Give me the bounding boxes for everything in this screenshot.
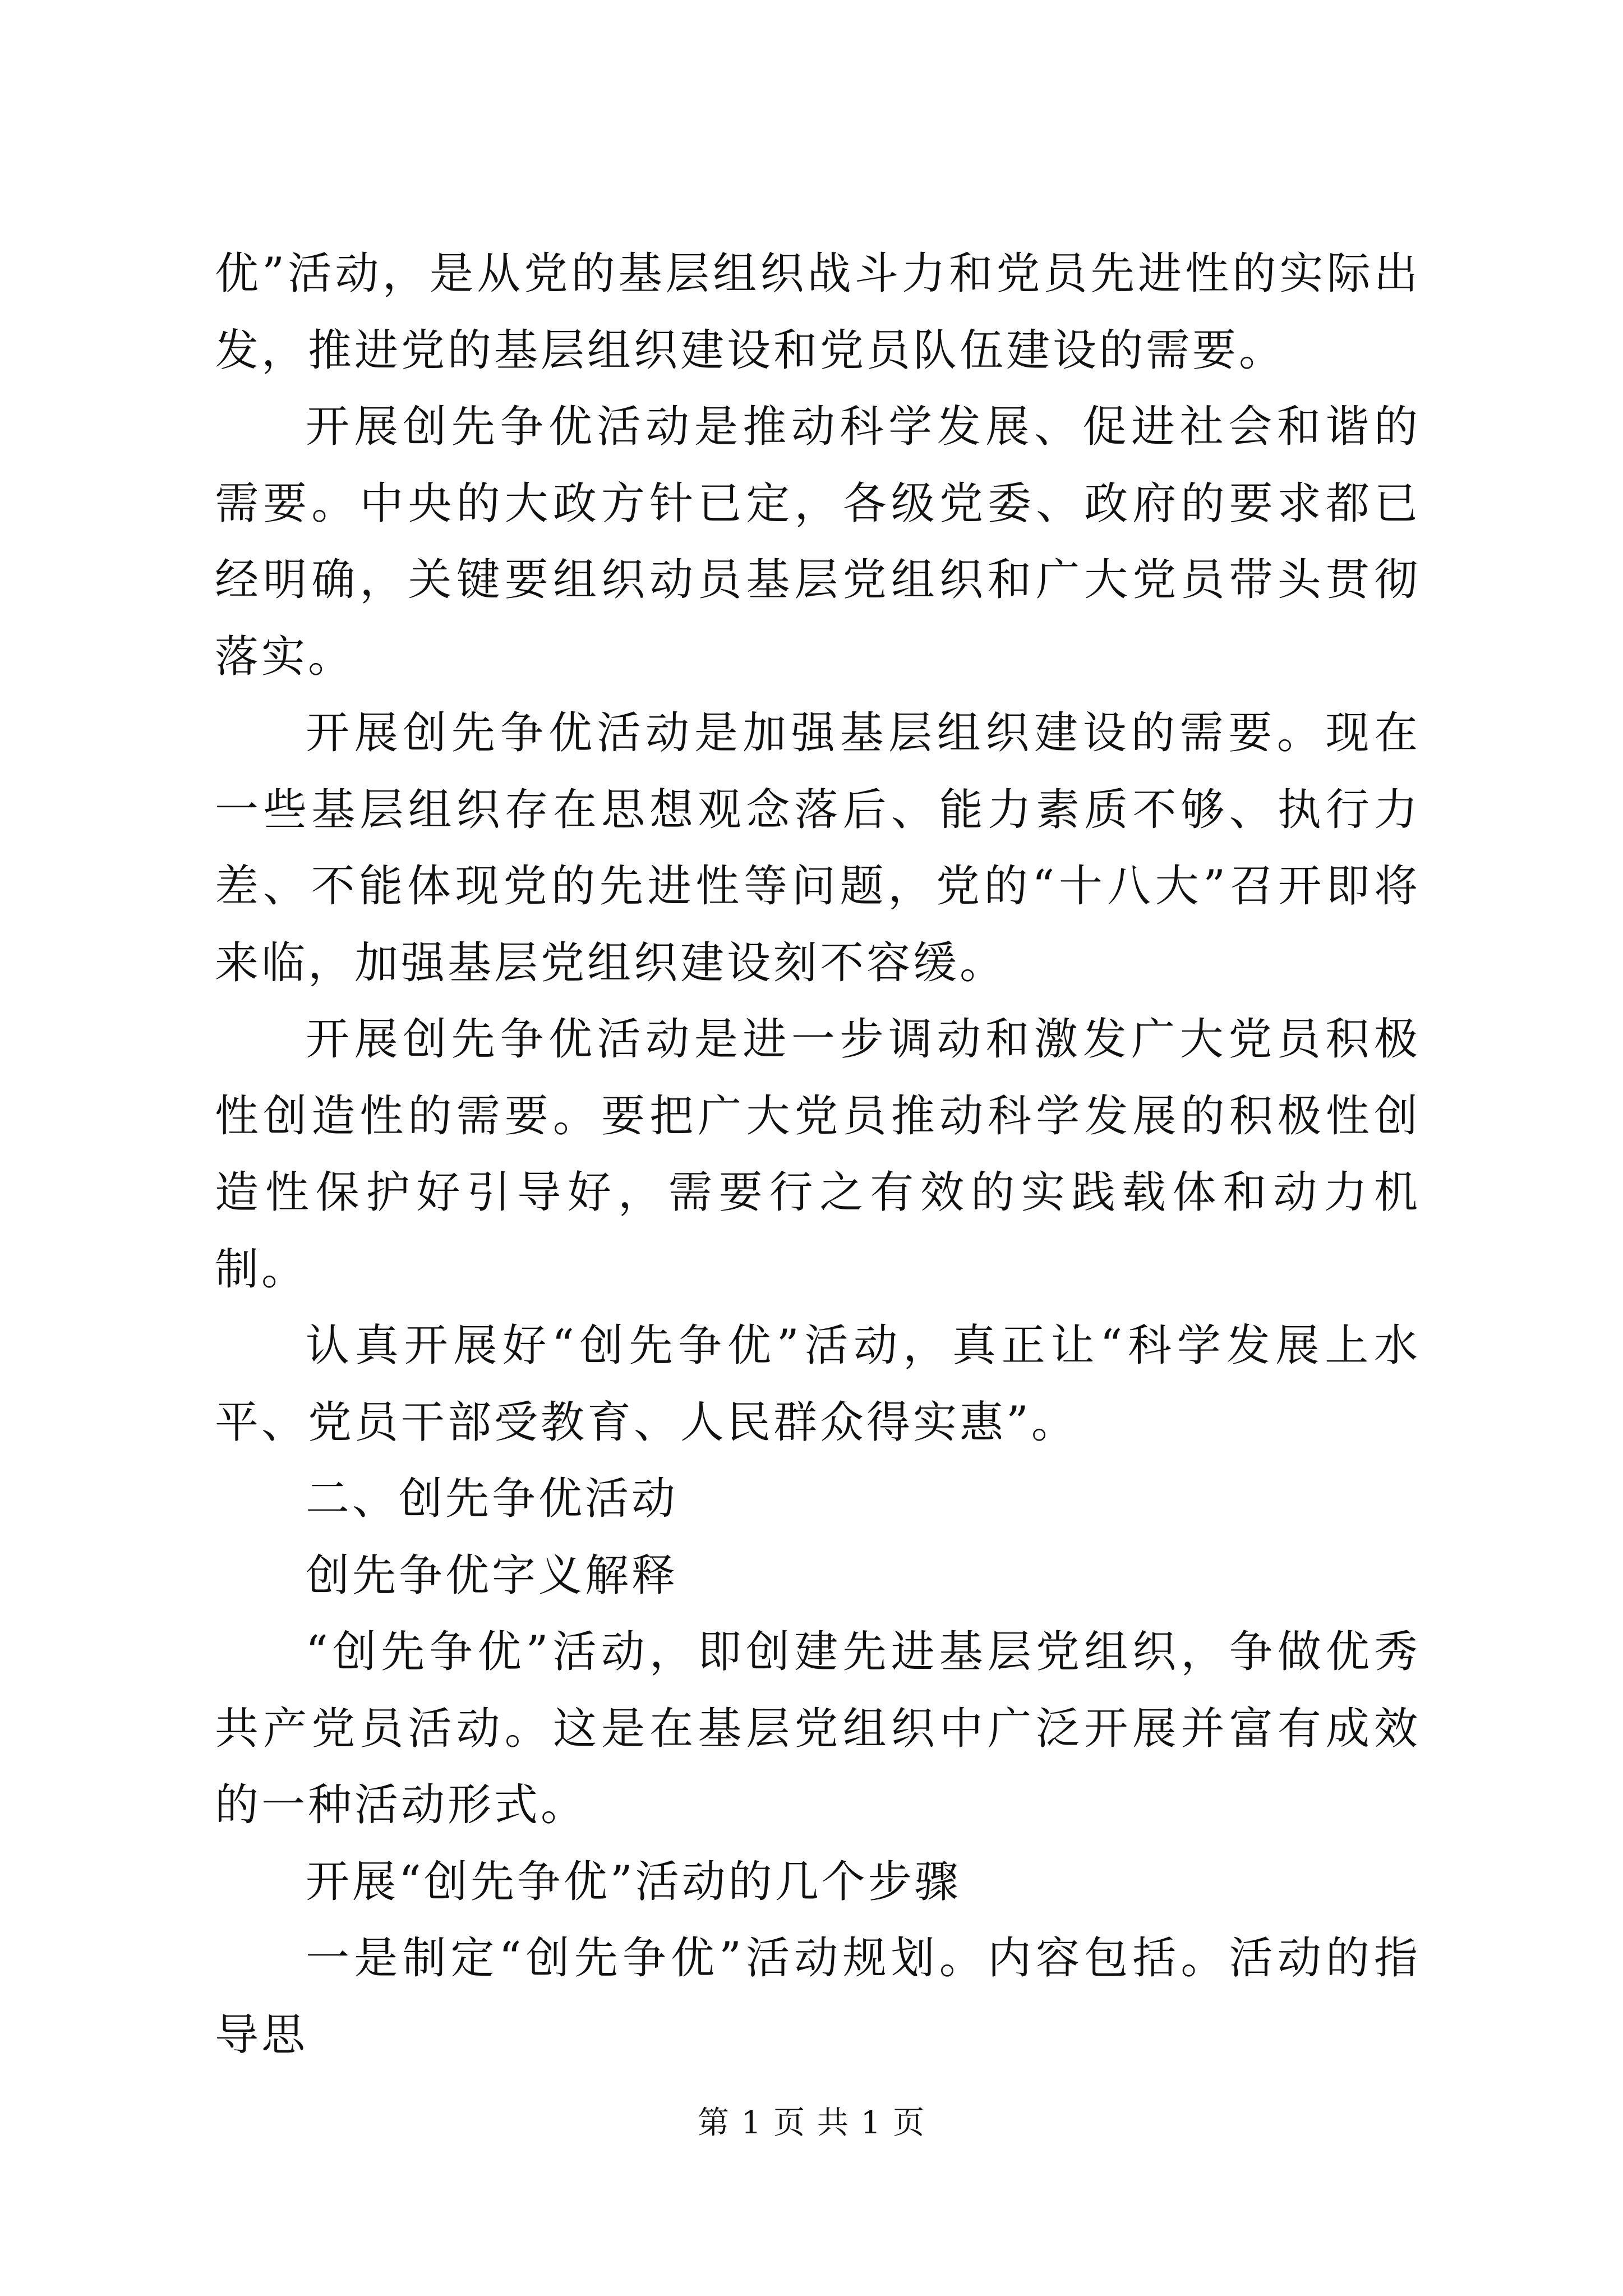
subsection-heading-steps: 开展“创先争优”活动的几个步骤	[306, 1856, 961, 1907]
paragraph-step-one: 一是制定“创先争优”活动规划。内容包括。活动的指导思	[215, 1933, 1421, 2060]
paragraph-social-harmony: 开展创先争优活动是推动科学发展、促进社会和谐的需要。中央的大政方针已定，各级党委、政府的要求都已经明确，关键要组织动员基层党组织和广大党员带头贯彻落实。	[215, 402, 1421, 682]
paragraph-member-initiative: 开展创先争优活动是进一步调动和激发广大党员积极性创造性的需要。要把广大党员推动科学发展的积极性创造性保护好引导好，需要行之有效的实践载体和动力机制。	[215, 1014, 1421, 1295]
page-number-footer: 第 1 页 共 1 页	[697, 2105, 926, 2141]
section-heading: 二、创先争优活动	[306, 1474, 679, 1524]
paragraph-conclusion: 认真开展好“创先争优”活动，真正让“科学发展上水平、党员干部受教育、人民群众得实惠”。	[215, 1320, 1421, 1448]
paragraph-grassroots-building: 开展创先争优活动是加强基层组织建设的需要。现在一些基层组织存在思想观念落后、能力素质不够、执行力差、不能体现党的先进性等问题，党的“十八大”召开即将来临，加强基层党组织建设刻不容缓。	[215, 708, 1421, 988]
subsection-heading-definition: 创先争优字义解释	[306, 1550, 679, 1601]
paragraph-definition: “创先争优”活动，即创建先进基层党组织，争做优秀共产党员活动。这是在基层党组织中广泛开展并富有成效的一种活动形式。	[215, 1627, 1421, 1830]
document-body	[215, 236, 1421, 2073]
paragraph-continuation: 优”活动，是从党的基层组织战斗力和党员先进性的实际出发，推进党的基层组织建设和党员队伍建设的需要。	[215, 249, 1421, 376]
